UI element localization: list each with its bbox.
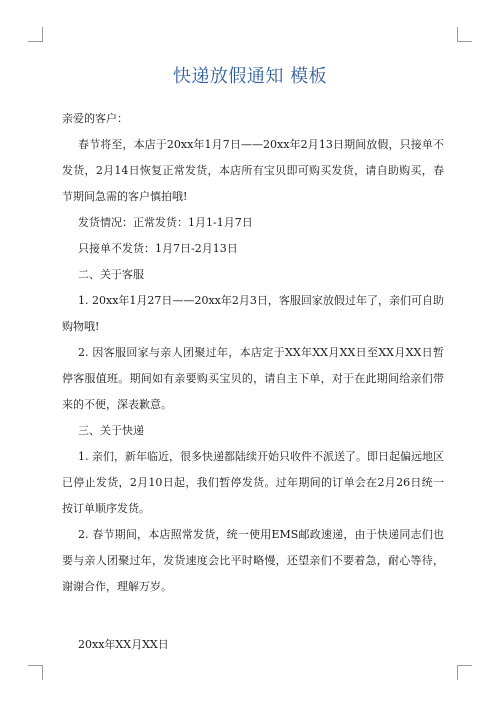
page-corner-mark-bottom-right xyxy=(457,665,472,680)
delivery-item-1: 1. 亲们，新年临近，很多快递都陆续开始只收件不派送了。即日起偏远地区已停止发货，2月10日起，我们暂停发货。过年期间的订单会在2月26日统一按订单顺序发货。 xyxy=(62,450,444,515)
document-body xyxy=(62,106,444,658)
section-heading-delivery: 三、关于快递 xyxy=(78,424,144,437)
notice-date: 20xx年XX月XX日 xyxy=(78,638,169,651)
page-corner-mark-top-right xyxy=(457,27,472,42)
customer-service-item-1: 1. 20xx年1月27日——20xx年2月3日，客服回家放假过年了，亲们可自助购物哦! xyxy=(62,294,444,333)
intro-paragraph: 春节将至，本店于20xx年1月7日——20xx年2月13日期间放假，只接单不发货，2月14日恢复正常发货，本店所有宝贝即可购买发货，请自助购买，春节期间急需的客户慎拍哦! xyxy=(62,138,444,203)
document-title: 快递放假通知 模板 xyxy=(172,66,328,87)
shipping-normal: 发货情况：正常发货：1月1-1月7日 xyxy=(78,216,253,229)
page-corner-mark-bottom-left xyxy=(28,665,43,680)
greeting: 亲爱的客户： xyxy=(62,112,128,125)
page-corner-mark-top-left xyxy=(28,27,43,42)
delivery-item-2: 2. 春节期间，本店照常发货，统一使用EMS邮政速递，由于快递同志们也要与亲人团聚过年，发货速度会比平时略慢，还望亲们不要着急，耐心等待，谢谢合作，理解万岁。 xyxy=(62,528,444,593)
section-heading-customer-service: 二、关于客服 xyxy=(78,268,144,281)
customer-service-item-2: 2. 因客服回家与亲人团聚过年，本店定于XX年XX月XX日至XX月XX日暂停客服值班。期间如有亲要购买宝贝的，请自主下单，对于在此期间给亲们带来的不便，深表歉意。 xyxy=(62,346,444,411)
spacer xyxy=(62,600,444,632)
shipping-order-only: 只接单不发货：1月7日-2月13日 xyxy=(78,242,238,255)
